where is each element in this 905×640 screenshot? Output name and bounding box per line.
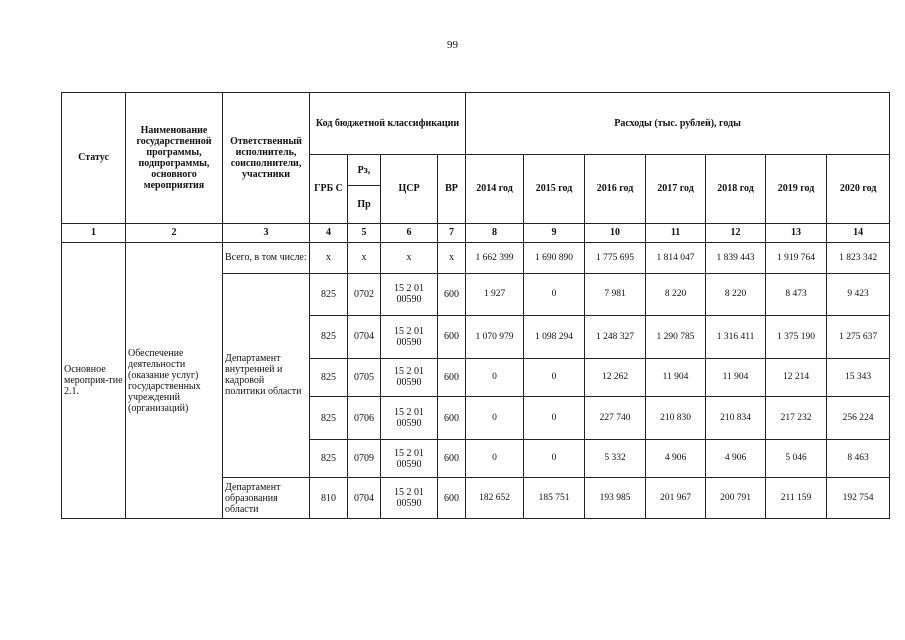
value-cell: 12 262 [585,358,646,397]
responsible-cell: Департамент внутренней и кадровой политики области [223,273,310,478]
value-cell: 11 904 [706,358,766,397]
csr-cell: 15 2 01 00590 [381,358,438,397]
value-cell: 5 332 [585,439,646,478]
csr-cell: 15 2 01 00590 [381,273,438,316]
column-number: 3 [223,223,310,242]
column-number: 13 [766,223,827,242]
value-cell: 1 839 443 [706,243,766,273]
value-cell: 193 985 [585,478,646,519]
value-cell: 1 290 785 [646,316,706,359]
rzpr-cell: х [348,243,381,273]
vr-cell: 600 [438,316,466,359]
column-number: 4 [310,223,348,242]
value-cell: 0 [524,273,585,316]
column-number: 11 [646,223,706,242]
column-number: 6 [381,223,438,242]
value-cell: 210 834 [706,397,766,440]
value-cell: 192 754 [827,478,890,519]
value-cell: 8 220 [646,273,706,316]
value-cell: 227 740 [585,397,646,440]
value-cell: 0 [466,397,524,440]
value-cell: 8 473 [766,273,827,316]
header-year: 2020 год [827,154,890,223]
grbs-cell: 825 [310,358,348,397]
value-cell: 1 070 979 [466,316,524,359]
vr-cell: 600 [438,273,466,316]
column-number: 1 [62,223,126,242]
header-name: Наименование государственной программы, подпрограммы, основного мероприятия [126,93,223,224]
responsible-cell: Всего, в том числе: [223,243,310,273]
value-cell: 0 [524,358,585,397]
value-cell: 1 275 637 [827,316,890,359]
value-cell: 0 [466,358,524,397]
column-number: 14 [827,223,890,242]
header-rz: Рз, [348,154,381,185]
header-year: 2017 год [646,154,706,223]
status-cell: Основное мероприя-тие 2.1. [62,243,126,519]
column-number: 10 [585,223,646,242]
value-cell: 4 906 [646,439,706,478]
header-vr: ВР [438,154,466,223]
csr-cell: х [381,243,438,273]
value-cell: 8 220 [706,273,766,316]
value-cell: 15 343 [827,358,890,397]
column-number: 7 [438,223,466,242]
column-number: 9 [524,223,585,242]
page-number: 99 [447,39,458,51]
table-row [62,243,890,273]
value-cell: 7 981 [585,273,646,316]
value-cell: 1 814 047 [646,243,706,273]
grbs-cell: 825 [310,397,348,440]
value-cell: 201 967 [646,478,706,519]
header-year: 2014 год [466,154,524,223]
csr-cell: 15 2 01 00590 [381,316,438,359]
value-cell: 11 904 [646,358,706,397]
column-number: 12 [706,223,766,242]
value-cell: 0 [466,439,524,478]
value-cell: 182 652 [466,478,524,519]
value-cell: 4 906 [706,439,766,478]
rzpr-cell: 0704 [348,478,381,519]
header-status: Статус [62,93,126,224]
value-cell: 0 [524,439,585,478]
value-cell: 1 248 327 [585,316,646,359]
rzpr-cell: 0705 [348,358,381,397]
rzpr-cell: 0706 [348,397,381,440]
header-year: 2016 год [585,154,646,223]
header-year: 2018 год [706,154,766,223]
value-cell: 185 751 [524,478,585,519]
value-cell: 12 214 [766,358,827,397]
name-cell: Обеспечение деятельности (оказание услуг) государственных учреждений (организаций) [126,243,223,519]
csr-cell: 15 2 01 00590 [381,397,438,440]
grbs-cell: 825 [310,316,348,359]
budget-table [61,92,890,519]
grbs-cell: х [310,243,348,273]
value-cell: 1 823 342 [827,243,890,273]
value-cell: 1 662 399 [466,243,524,273]
rzpr-cell: 0709 [348,439,381,478]
header-pr: Пр [348,186,381,224]
vr-cell: х [438,243,466,273]
value-cell: 1 690 890 [524,243,585,273]
vr-cell: 600 [438,478,466,519]
header-year: 2015 год [524,154,585,223]
value-cell: 5 046 [766,439,827,478]
rzpr-cell: 0704 [348,316,381,359]
grbs-cell: 825 [310,439,348,478]
grbs-cell: 825 [310,273,348,316]
value-cell: 210 830 [646,397,706,440]
csr-cell: 15 2 01 00590 [381,478,438,519]
vr-cell: 600 [438,358,466,397]
vr-cell: 600 [438,397,466,440]
column-number-row [62,223,890,242]
column-number: 5 [348,223,381,242]
column-number: 8 [466,223,524,242]
column-number: 2 [126,223,223,242]
rzpr-cell: 0702 [348,273,381,316]
vr-cell: 600 [438,439,466,478]
value-cell: 8 463 [827,439,890,478]
value-cell: 1 927 [466,273,524,316]
value-cell: 256 224 [827,397,890,440]
value-cell: 0 [524,397,585,440]
header-year: 2019 год [766,154,827,223]
value-cell: 200 791 [706,478,766,519]
value-cell: 1 316 411 [706,316,766,359]
header-responsible: Ответственный исполнитель, соисполнители, участники [223,93,310,224]
header-grbs: ГРБ С [310,154,348,223]
header-expenses: Расходы (тыс. рублей), годы [466,93,890,155]
header-csr: ЦСР [381,154,438,223]
value-cell: 1 375 190 [766,316,827,359]
value-cell: 211 159 [766,478,827,519]
value-cell: 1 775 695 [585,243,646,273]
csr-cell: 15 2 01 00590 [381,439,438,478]
value-cell: 1 919 764 [766,243,827,273]
value-cell: 1 098 294 [524,316,585,359]
value-cell: 217 232 [766,397,827,440]
responsible-cell: Департамент образования области [223,478,310,519]
grbs-cell: 810 [310,478,348,519]
header-budget-code: Код бюджетной классификации [310,93,466,155]
value-cell: 9 423 [827,273,890,316]
